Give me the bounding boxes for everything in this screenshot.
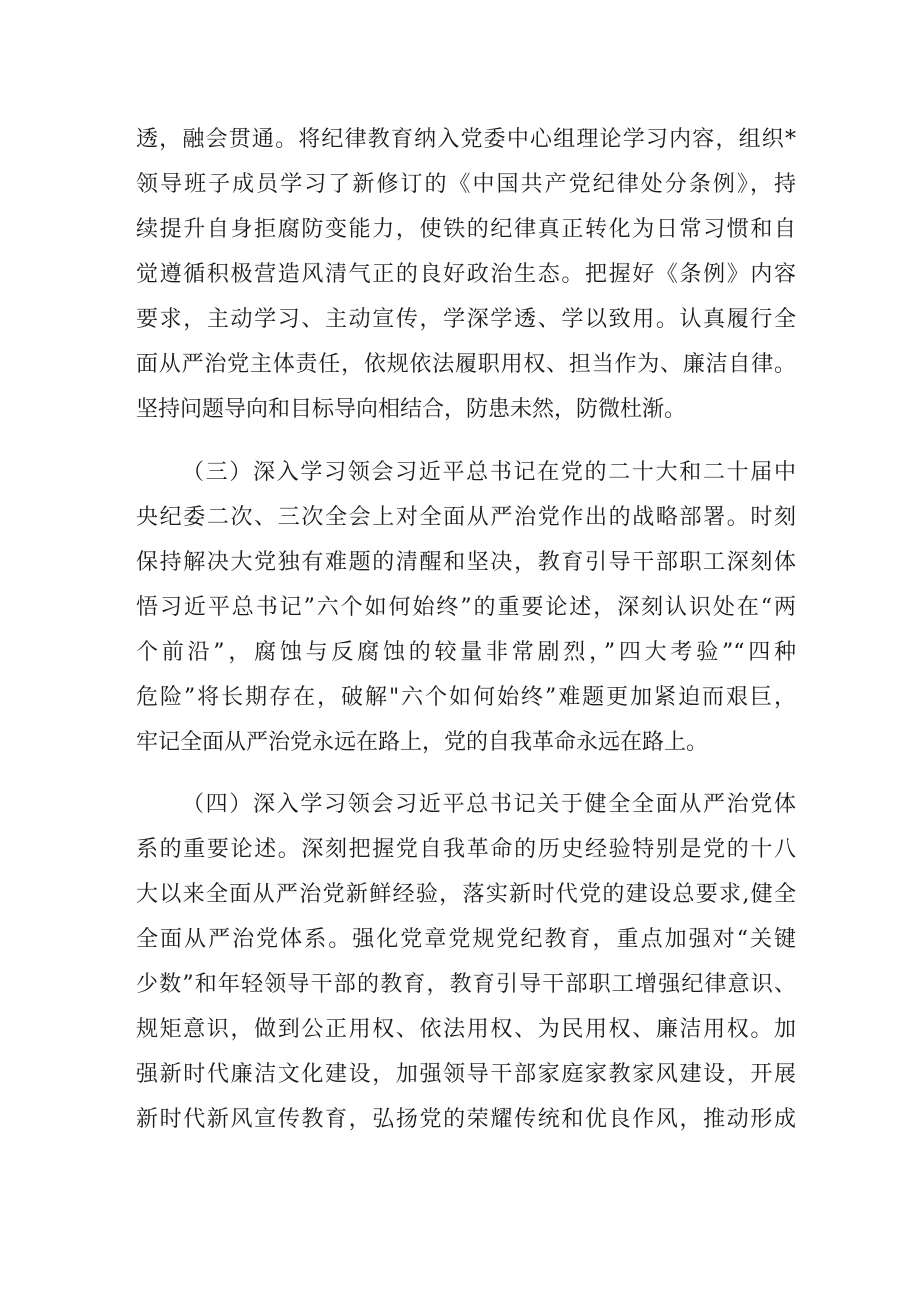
body-text-line: 牢记全面从严治党永远在路上，党的自我革命永远在路上。	[136, 730, 709, 755]
body-text-line: 规矩意识，做到公正用权、依法用权、为民用权、廉洁用权。加	[136, 1017, 796, 1042]
body-text-line: 面从严治党主体责任，依规依法履职用权、担当作为、廉洁自律。	[136, 352, 796, 377]
body-text-line: （三）深入学习领会习近平总书记在党的二十大和二十届中	[182, 460, 796, 485]
body-text-line: 要求，主动学习、主动宣传，学深学透、学以致用。认真履行全	[136, 307, 796, 332]
body-text-line: 央纪委二次、三次全会上对全面从严治党作出的战略部署。时刻	[136, 505, 796, 530]
body-text-line: 大以来全面从严治党新鲜经验，落实新时代党的建设总要求,健全	[136, 882, 796, 907]
body-text-line: 透，融会贯通。将纪律教育纳入党委中心组理论学习内容，组织*	[136, 127, 796, 152]
body-text-line: 悟习近平总书记”六个如何始终”的重要论述，深刻认识处在“两	[136, 595, 796, 620]
body-text-line: 个前沿”，腐蚀与反腐蚀的较量非常剧烈，”四大考验”“四种	[136, 640, 796, 665]
body-text-line: 新时代新风宣传教育，弘扬党的荣耀传统和优良作风，推动形成	[136, 1107, 796, 1132]
body-text-line: 系的重要论述。深刻把握党自我革命的历史经验特别是党的十八	[136, 837, 796, 862]
body-text-line: 强新时代廉洁文化建设，加强领导干部家庭家教家风建设，开展	[136, 1062, 796, 1087]
body-text-line: 保持解决大党独有难题的清醒和坚决，教育引导干部职工深刻体	[136, 550, 796, 575]
body-text-line: 全面从严治党体系。强化党章党规党纪教育，重点加强对“关键	[136, 927, 796, 952]
body-text-line: 觉遵循积极营造风清气正的良好政治生态。把握好《条例》内容	[136, 262, 796, 287]
body-text-line: 危险”将长期存在，破解"六个如何始终”难题更加紧迫而艰巨，	[136, 685, 796, 710]
body-text-line: 少数”和年轻领导干部的教育，教育引导干部职工增强纪律意识、	[136, 972, 796, 997]
body-text-line: （四）深入学习领会习近平总书记关于健全全面从严治党体	[182, 792, 796, 817]
body-text-line: 领导班子成员学习了新修订的《中国共产党纪律处分条例》，持	[136, 172, 796, 197]
body-text-line: 坚持问题导向和目标导向相结合，防患未然，防微杜渐。	[136, 397, 687, 422]
body-text-line: 续提升自身拒腐防变能力，使铁的纪律真正转化为日常习惯和自	[136, 217, 796, 242]
